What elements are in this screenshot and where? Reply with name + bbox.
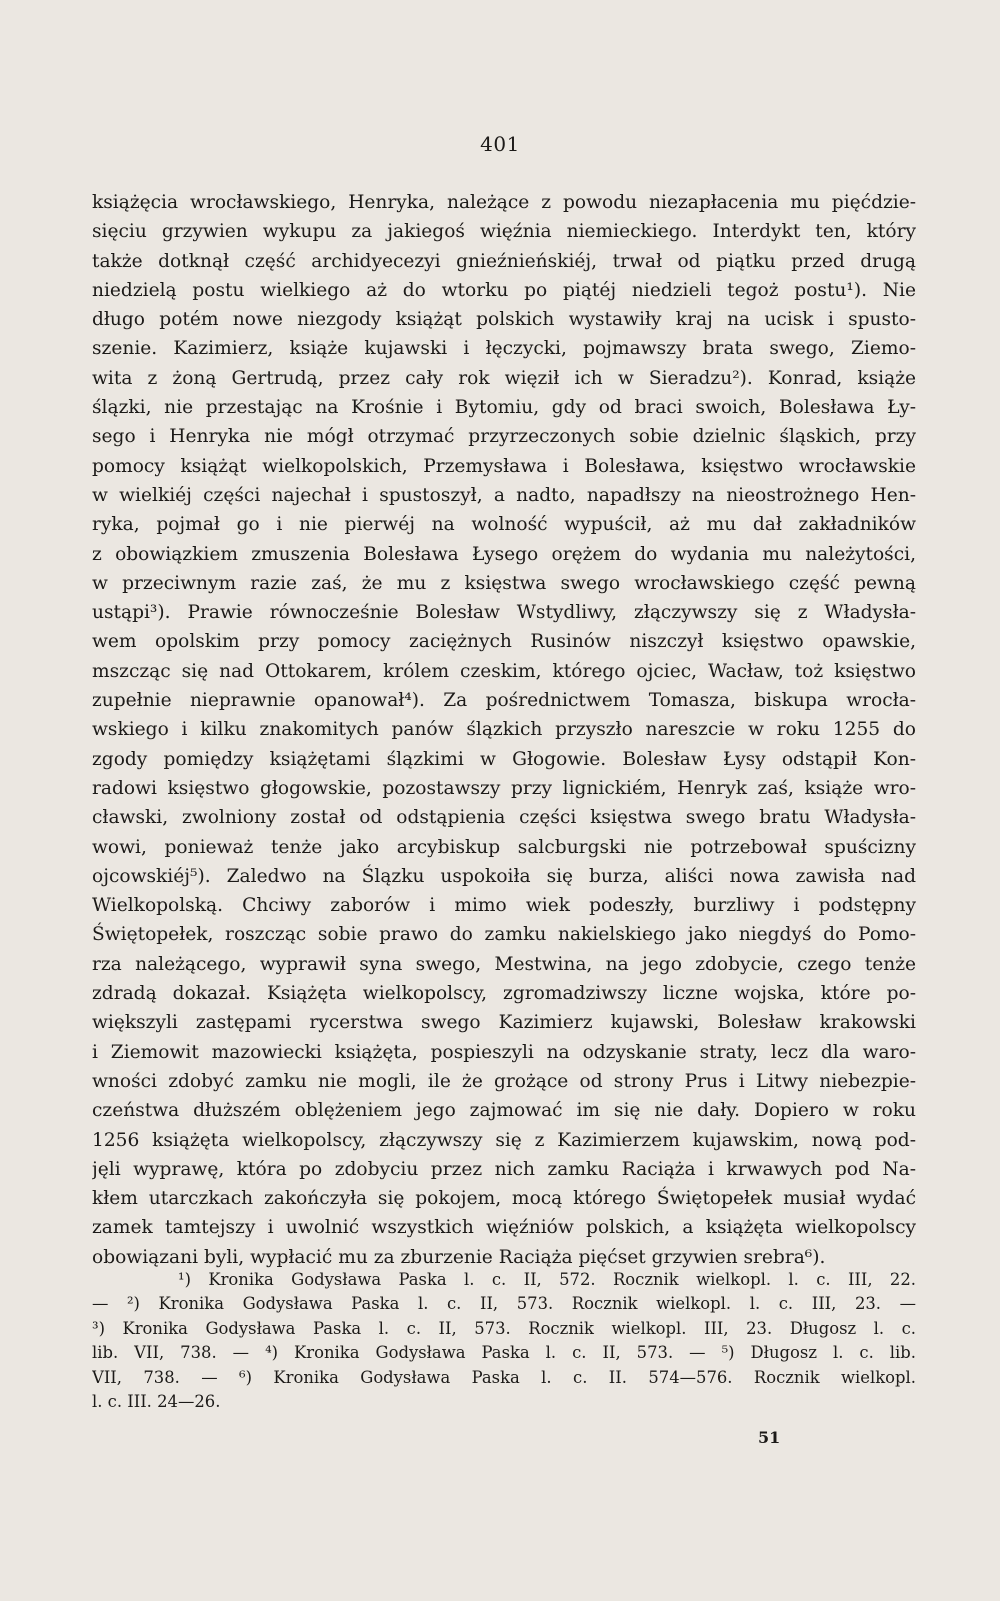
text-line: w wielkiéj części najechał i spustoszył, a nadto, napadłszy na nieostrożnego Hen- [92,484,916,506]
text-line: i Ziemowit mazowiecki książęta, pospieszyli na odzyskanie straty, lecz dla waro- [92,1041,916,1063]
text-line: cławski, zwolniony został od odstąpienia części księstwa swego bratu Władysła- [92,807,916,829]
text-line: wita z żoną Gertrudą, przez cały rok więził ich w Sieradzu²). Konrad, książe [92,367,916,389]
text-line: pomocy książąt wielkopolskich, Przemysława i Bolesława, księstwo wrocławskie [92,455,916,477]
text-line: kłem utarczkach zakończyła się pokojem, mocą którego Świętopełek musiał wydać [92,1188,916,1210]
text-line: szenie. Kazimierz, książe kujawski i łęczycki, pojmawszy brata swego, Ziemo- [92,338,916,360]
text-line: niedzielą postu wielkiego aż do wtorku po piątéj niedzieli tegoż postu¹). Nie [92,279,916,301]
text-line: książęcia wrocławskiego, Henryka, należące z powodu niezapłacenia mu pięćdzie- [92,192,916,213]
text-line-last: obowiązani byli, wypłacić mu za zburzenie Raciąża pięćset grzywien srebra⁶). [92,1246,826,1268]
footnotes [92,1268,916,1414]
text-line: radowi księstwo głogowskie, pozostawszy przy lignickiém, Henryk zaś, książe wro- [92,777,916,799]
text-line: zupełnie nieprawnie opanował⁴). Za pośrednictwem Tomasza, biskupa wrocła- [92,690,916,712]
footnote-line: VII, 738. — ⁶) Kronika Godysława Paska l. c. II. 574—576. Rocznik wielkopl. [92,1367,916,1387]
text-line: czeństwa dłuższém oblężeniem jego zajmować im się nie dały. Dopiero w roku [92,1100,916,1122]
text-line: ustąpi³). Prawie równocześnie Bolesław Wstydliwy, złączywszy się z Władysła- [92,602,916,624]
text-line: sego i Henryka nie mógł otrzymać przyrzeczonych sobie dzielnic śląskich, przy [92,426,916,448]
text-line: 1256 książęta wielkopolscy, złączywszy się z Kazimierzem kujawskim, nową pod- [92,1129,916,1151]
text-line: ślązki, nie przestając na Krośnie i Bytomiu, gdy od braci swoich, Bolesława Ły- [92,397,916,419]
footnote-line: ³) Kronika Godysława Paska l. c. II, 573. Rocznik wielkopl. III, 23. Długosz l. c. [92,1318,916,1338]
text-line: zamek tamtejszy i uwolnić wszystkich więźniów polskich, a książęta wielkopolscy [92,1217,916,1239]
text-line: zgody pomiędzy książętami ślązkimi w Głogowie. Bolesław Łysy odstąpił Kon- [92,748,916,770]
footnote-line: lib. VII, 738. — ⁴) Kronika Godysława Paska l. c. II, 573. — ⁵) Długosz l. c. lib. [92,1343,916,1363]
text-line: ojcowskiéj⁵). Zaledwo na Ślązku uspokoiła się burza, aliści nowa zawisła nad [92,865,916,887]
text-line: rza należącego, wyprawił syna swego, Mestwina, na jego zdobycie, czego tenże [92,953,916,975]
footnote-line-last: l. c. III. 24—26. [92,1391,221,1411]
body-text [92,188,916,1272]
text-line: z obowiązkiem zmuszenia Bolesława Łysego orężem do wydania mu należytości, [92,543,916,565]
text-line: mszcząc się nad Ottokarem, królem czeskim, którego ojciec, Wacław, toż księstwo [92,660,916,682]
text-line: sięciu grzywien wykupu za jakiegoś więźnia niemieckiego. Interdykt ten, który [92,221,916,243]
text-line: w przeciwnym razie zaś, że mu z księstwa swego wrocławskiego część pewną [92,572,916,594]
text-line: długo potém nowe niezgody książąt polskich wystawiły kraj na ucisk i spusto- [92,309,916,331]
footnote-line: — ²) Kronika Godysława Paska l. c. II, 573. Rocznik wielkopl. l. c. III, 23. — [92,1294,916,1314]
text-line: wowi, ponieważ tenże jako arcybiskup salcburgski nie potrzebował spuścizny [92,836,916,858]
text-line: jęli wyprawę, która po zdobyciu przez nich zamku Raciąża i krwawych pod Na- [92,1158,916,1180]
text-line: także dotknął część archidyecezyi gnieźnieńskiéj, trwał od piątku przed drugą [92,250,916,272]
text-line: wskiego i kilku znakomitych panów ślązkich przyszło nareszcie w roku 1255 do [92,719,916,741]
page-number: 401 [480,132,520,156]
text-line: Świętopełek, roszcząc sobie prawo do zamku nakielskiego jako niegdyś do Pomo- [92,924,916,946]
footnote-line: ¹) Kronika Godysława Paska l. c. II, 572. Rocznik wielkopl. l. c. III, 22. [178,1270,916,1289]
signature-mark: 51 [758,1428,781,1447]
text-line: wności zdobyć zamku nie mogli, ile że grożące od strony Prus i Litwy niebezpie- [92,1070,916,1092]
text-line: wem opolskim przy pomocy zaciężnych Rusinów niszczył księstwo opawskie, [92,631,916,653]
text-line: Wielkopolską. Chciwy zaborów i mimo wiek podeszły, burzliwy i podstępny [92,895,916,917]
text-line: ryka, pojmał go i nie pierwéj na wolność wypuścił, aż mu dał zakładników [92,514,916,536]
text-line: zdradą dokazał. Książęta wielkopolscy, zgromadziwszy liczne wojska, które po- [92,983,916,1005]
text-line: większyli zastępami rycerstwa swego Kazimierz kujawski, Bolesław krakowski [92,1012,916,1034]
